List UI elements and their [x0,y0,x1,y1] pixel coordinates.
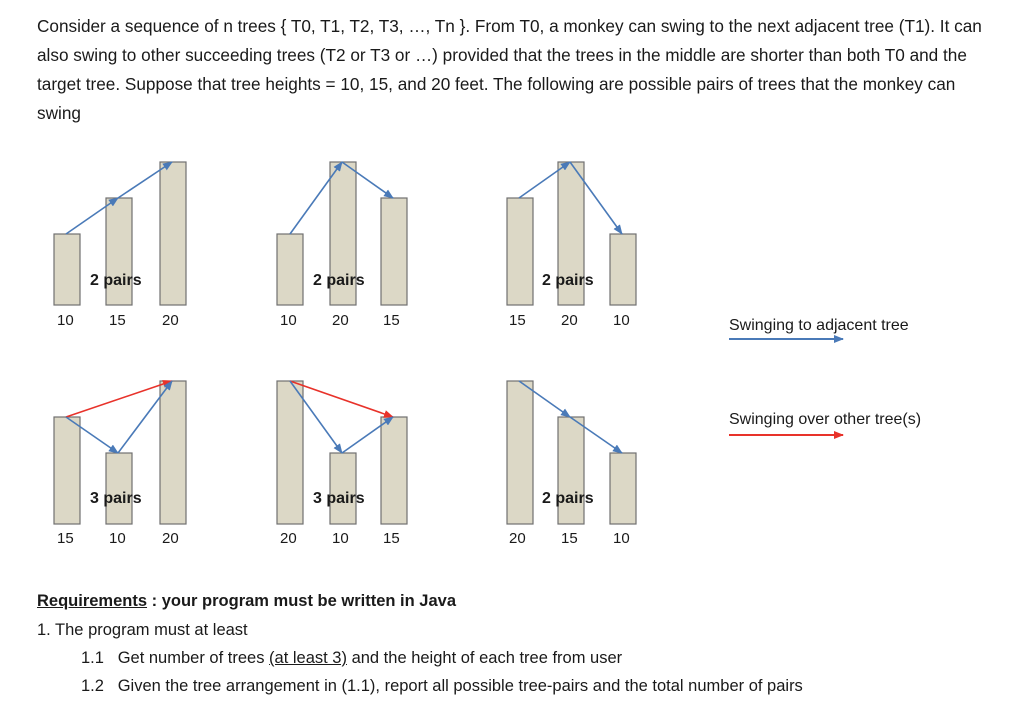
item-text: Given the tree arrangement in (1.1), report all possible tree-pairs and the total number of pairs [117,677,803,695]
height-label: 15 [57,530,74,547]
height-label: 15 [383,312,400,329]
item-number: 1.2 [81,677,104,695]
requirements-subtitle: : your program must be written in Java [147,592,457,610]
tree-bar [610,234,636,305]
tree-bar [54,417,80,524]
pairs-label: 2 pairs [542,490,594,507]
height-label: 10 [332,530,349,547]
height-label: 10 [109,530,126,547]
requirement-item-1-1 [81,649,622,668]
height-label: 20 [332,312,349,329]
tree-bar [277,381,303,524]
item-text: Get number of trees [117,649,270,667]
item-number: 1.1 [81,649,104,667]
tree-bar [160,162,186,305]
requirement-item-1: 1. The program must at least [37,621,248,639]
pairs-label: 2 pairs [313,272,365,289]
tree-bar [54,234,80,305]
height-label: 20 [561,312,578,329]
tree-bar [277,234,303,305]
diagram-2 [277,162,407,329]
tree-bar [610,453,636,524]
tree-bar [507,381,533,524]
tree-bar [381,198,407,305]
item-text-underlined: (at least 3) [269,649,347,667]
problem-statement: Consider a sequence of n trees { T0, T1, T2, T3, …, Tn }. From T0, a monkey can swing to the next adjacent tree (T1). It can also swing to other succeeding trees (T2 or T3 or …) provided that the trees in the middle are shorter than both T0 and the target tree. Suppose that tree heights = 10, 15, and 20 feet. The following are possible pairs of trees that the monkey can swing [37,16,982,123]
diagram-3 [507,162,636,329]
pairs-label: 3 pairs [313,490,365,507]
height-label: 15 [509,312,526,329]
height-label: 15 [383,530,400,547]
legend-adjacent-label: Swinging to adjacent tree [729,317,909,334]
diagram-6 [507,381,636,547]
height-label: 10 [57,312,74,329]
requirement-item-1-2 [81,677,803,696]
tree-bar [160,381,186,524]
height-label: 20 [162,530,179,547]
tree-bar [330,453,356,524]
diagram-5 [277,381,407,547]
height-label: 20 [280,530,297,547]
diagram-1 [54,162,186,329]
height-label: 15 [109,312,126,329]
diagram-4 [54,381,186,547]
height-label: 10 [280,312,297,329]
pairs-label: 2 pairs [90,272,142,289]
legend [729,317,921,435]
pairs-label: 2 pairs [542,272,594,289]
height-label: 20 [509,530,526,547]
over-arrow [290,381,393,417]
tree-bar [507,198,533,305]
legend-over-label: Swinging over other tree(s) [729,411,922,428]
tree-bar [558,417,584,524]
pairs-label: 3 pairs [90,490,142,507]
requirements-heading [37,592,456,611]
requirements-title: Requirements [37,592,148,610]
over-arrow [66,381,172,417]
tree-bar [106,453,132,524]
height-label: 20 [162,312,179,329]
tree-bar [381,417,407,524]
height-label: 10 [613,312,630,329]
height-label: 15 [561,530,578,547]
height-label: 10 [613,530,630,547]
item-text: and the height of each tree from user [346,649,623,667]
